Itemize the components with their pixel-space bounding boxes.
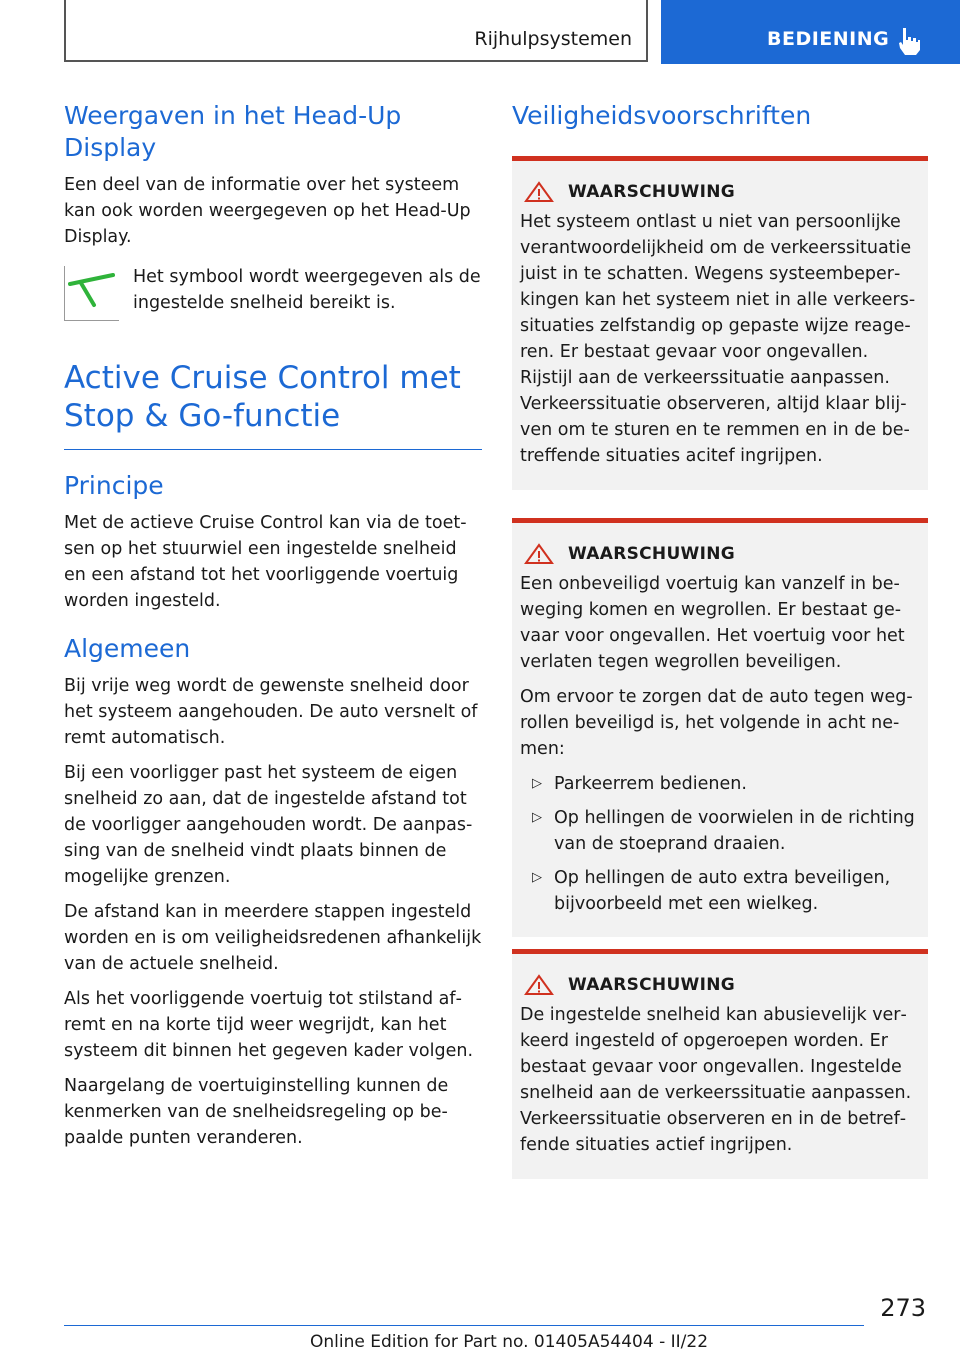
principe-heading: Principe (64, 471, 164, 500)
hud-icon-description: Het symbool wordt weergegeven als de ingestelde snelheid bereikt is. (133, 267, 481, 313)
warning-box-3 (512, 949, 928, 1179)
warning-title: WAARSCHUWING (568, 975, 736, 995)
triangle-bullet-icon: ▷ (532, 776, 542, 791)
algemeen-paragraph-4: Als het voorliggende voertuig tot stilstand afremt en na korte tijd weer wegrijdt, kan het systeem dit binnen het gegeven kader volgen. (64, 989, 474, 1061)
title-divider (64, 449, 482, 450)
warning-title: WAARSCHUWING (568, 182, 736, 202)
footer-edition: Online Edition for Part no. 01405A54404 - II/22 (310, 1332, 709, 1352)
header-chapter-tab (661, 0, 960, 64)
hud-symbol-row (64, 264, 482, 325)
warning-box-2 (512, 518, 928, 937)
hud-paragraph: Een deel van de informatie over het systeem kan ook worden weergegeven op het Head-Up Display. (64, 175, 471, 247)
warning-2-list (520, 771, 920, 917)
hud-speed-reached-icon (64, 266, 119, 321)
triangle-bullet-icon: ▷ (532, 870, 542, 885)
footer-divider (64, 1325, 864, 1326)
triangle-bullet-icon: ▷ (532, 810, 542, 825)
warning-2-text-1: Een onbeveiligd voertuig kan vanzelf in beweging komen en wegrollen. Er bestaat gevaar voor ongevallen. Het voertuig voor het verlaten tegen wegrollen beveiligen. (520, 574, 905, 672)
list-item: ▷ Op hellingen de voorwielen in de richting van de stoeprand draaien. (520, 805, 920, 857)
page-number: 273 (880, 1294, 926, 1322)
algemeen-heading: Algemeen (64, 634, 191, 663)
safety-heading: Veiligheidsvoorschriften (512, 101, 812, 130)
left-column (64, 100, 482, 1160)
warning-3-text: De ingestelde snelheid kan abusievelijk verkeerd ingesteld of opgeroepen worden. Er bestaat gevaar voor ongevallen. Ingestelde snelheid aan de verkeerssituatie aanpassen. Verkeerssituatie observeren en in de betreffende situaties actief ingrijpen. (520, 1005, 912, 1155)
warning-triangle-icon (524, 181, 554, 203)
warning-1-text: Het systeem ontlast u niet van persoonlijke verantwoordelijkheid om de verkeerssituatie juist in te schatten. Wegens systeembeperkingen kan het systeem niet in alle verkeerssituaties zelfstandig op gepaste wijze reageren. Er bestaat gevaar voor ongevallen. Rijstijl aan de verkeerssituatie aanpassen. Verkeerssituatie observeren, altijd klaar blijven om te sturen en te remmen en in de betreffende situaties acitef ingrijpen. (520, 212, 916, 466)
algemeen-paragraph-2: Bij een voorligger past het systeem de eigen snelheid zo aan, dat de ingestelde afstand tot de voorligger aangehouden wordt. De aanpassing van de snelheid vindt plaats binnen de mogelijke grenzen. (64, 763, 473, 887)
header-section-tab (64, 0, 648, 62)
warning-box-1 (512, 156, 928, 490)
algemeen-paragraph-5: Naargelang de voertuiginstelling kunnen de kenmerken van de snelheidsregeling op bepaalde punten veranderen. (64, 1076, 449, 1148)
algemeen-paragraph-3: De afstand kan in meerdere stappen ingesteld worden en is om veiligheidsredenen afhankelijk van de actuele snelheid. (64, 902, 482, 974)
warning-2-text-2: Om ervoor te zorgen dat de auto tegen wegrollen beveiligd is, het volgende in acht nemen: (520, 687, 913, 759)
pointing-hand-icon (897, 26, 921, 56)
principe-paragraph: Met de actieve Cruise Control kan via de toetsen op het stuurwiel een ingestelde snelheid en een afstand tot het voorliggende voertuig worden ingesteld. (64, 513, 467, 611)
main-title: Active Cruise Control met Stop & Go-functie (64, 360, 461, 434)
list-item: ▷ Parkeerrem bedienen. (520, 771, 920, 797)
header-section-label: Rijhulpsystemen (474, 28, 632, 50)
warning-triangle-icon (524, 543, 554, 565)
header-chapter-label: BEDIENING (767, 28, 890, 50)
hud-heading: Weergaven in het Head-Up Display (64, 101, 402, 162)
list-item: ▷ Op hellingen de auto extra beveiligen, bijvoorbeeld met een wielkeg. (520, 865, 920, 917)
right-column (512, 100, 928, 1179)
warning-title: WAARSCHUWING (568, 544, 736, 564)
algemeen-paragraph-1: Bij vrije weg wordt de gewenste snelheid door het systeem aangehouden. De auto versnelt of remt automatisch. (64, 676, 478, 748)
warning-triangle-icon (524, 974, 554, 996)
